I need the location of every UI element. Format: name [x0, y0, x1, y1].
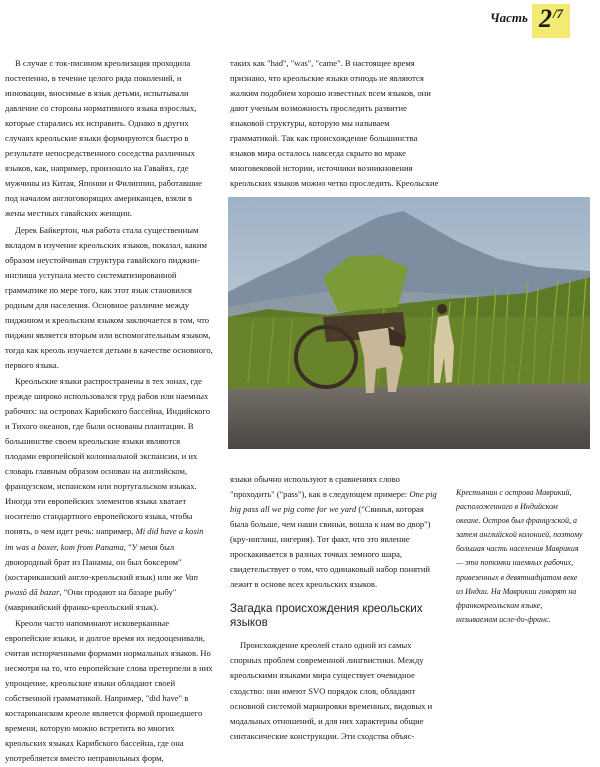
middle-column-top	[230, 56, 440, 191]
photo-ox-cart-sugarcane	[228, 197, 590, 449]
paragraph: языки обычно используют в сравнениях слово "проходить" ("pass"), как в следующем примере: One pig big pass all we pig come for we yard ("Свинья, которая была больше, чем наши свиньи, вошла к нам во двор") (кру-инглиш, нигерия). Тот факт, что это явление проскакивается в разных точках земного шара, свидетельствует о том, что одинаковый набор понятий лежит в основе всех креольских языков.	[230, 474, 437, 590]
part-number: 2	[538, 4, 552, 33]
part-number-badge	[532, 4, 570, 38]
paragraph: Происхождение креолей стало одной из самых спорных проблем современной лингвистики. Между креольскими языками мира существует очевидное сходство: они имеют SVO порядок слов, обладают основной системой маркировки временных, видовых и модальных отношений, и для них характерны общие синтаксические конструкции. Эти сходства объяс-	[230, 640, 433, 741]
photo-caption: Крестьянин с острова Маврикий, расположенного в Индийском океане. Остров был французской, а затем английской колонией, поэтому большая часть населения Маврикия — это потомки наемных рабочих, привезенных в девятнадцатом веке из Индии. На Маврикии говорят на франкокреольском языке, называемом исле-до-франс.	[456, 488, 583, 624]
paragraph: В случае с ток-писином креолизация проходила постепенно, в течение целого ряда поколений, и инновации, вносимые в язык детьми, испытывали давление со стороны нормативного языка взрослых, которые старались их исправить. Однако в других случаях креольские языки формируются быстро в результате непосредственного соседства различных языков, как, например, произошло на Гавайях, где мужчины из Китая, Японии и Филиппин, работавшие под началом англоговорящих американцев, взяли в жены местных гавайских женщин.	[5, 58, 202, 219]
section-title: Загадка происхождения креольских языков	[230, 602, 423, 630]
part-subnumber: /7	[552, 6, 564, 21]
paragraph: Креольские языки распространены в тех зонах, где прежде широко использовался труд рабов или наемных рабочих: на островах Карибского бассейна, Индийского и Тихого океанов, где были основаны плантации. В большинстве своем креольские языки являются плодами европейской колониальной экспансии, и их словарь главным образом основан на английском, французском, испанском или португальском языках. Иногда эти европейских элементов языка хватает носителю стандартного европейского языка, чтобы понять, о чем идет речь: например, Mi did have a kosin im was a boxer, kom from Panama, "У меня был двоюродный брат из Панамы, он был боксером" (костариканский англо-креольский язык) или же Van pwasõ dã bazar, "Они продают на базаре рыбу" (маврикийский франко-креольский язык).	[5, 375, 211, 612]
part-label: Часть	[489, 10, 528, 25]
middle-column-bottom	[230, 472, 442, 744]
paragraph: таких как "had", "was", "came". В настоящее время признано, что креольские языки отнюдь не являются жалким подобием хорошо известных всем языков, они дают ученым возможность проследить развитие языковой структуры, которую мы называем грамматикой. Так как происхождение большинства языков мира осталось навсегда скрыто во мраке многовековой истории, источники возникновения креольских языков можно четко проследить. Креольские	[230, 58, 439, 189]
paragraph: Креоли часто напоминают исковерканные европейские языки, и долгое время их недооценивали, считая испорченными формами нормальных языков. Но несмотря на то, что европейские слова претерпели в них упрощение, креольские языки обладают своей собственной грамматикой. Например, "did have" в костариканском креоле является формой прошедшего времени, которую можно встретить во многих креольских языках Карибского бассейна, где она употребляется вместо неправильных форм,	[5, 617, 213, 764]
paragraph: Дерек Байкертон, чья работа стала существенным вкладом в изучение креольских языков, показал, каким образом неустойчивая структура гавайского пиджин-инглиша уступала место систематизированной грамматике по мере того, как этот язык становился родным для населения. Основное различие между пиджином и креольским языком заключается в том, что пиджин является вторым или вспомогательным языком, тогда как креоль изучается детьми в качестве основного, первого языка.	[5, 224, 213, 370]
page-header	[490, 4, 570, 38]
left-column	[5, 56, 213, 767]
